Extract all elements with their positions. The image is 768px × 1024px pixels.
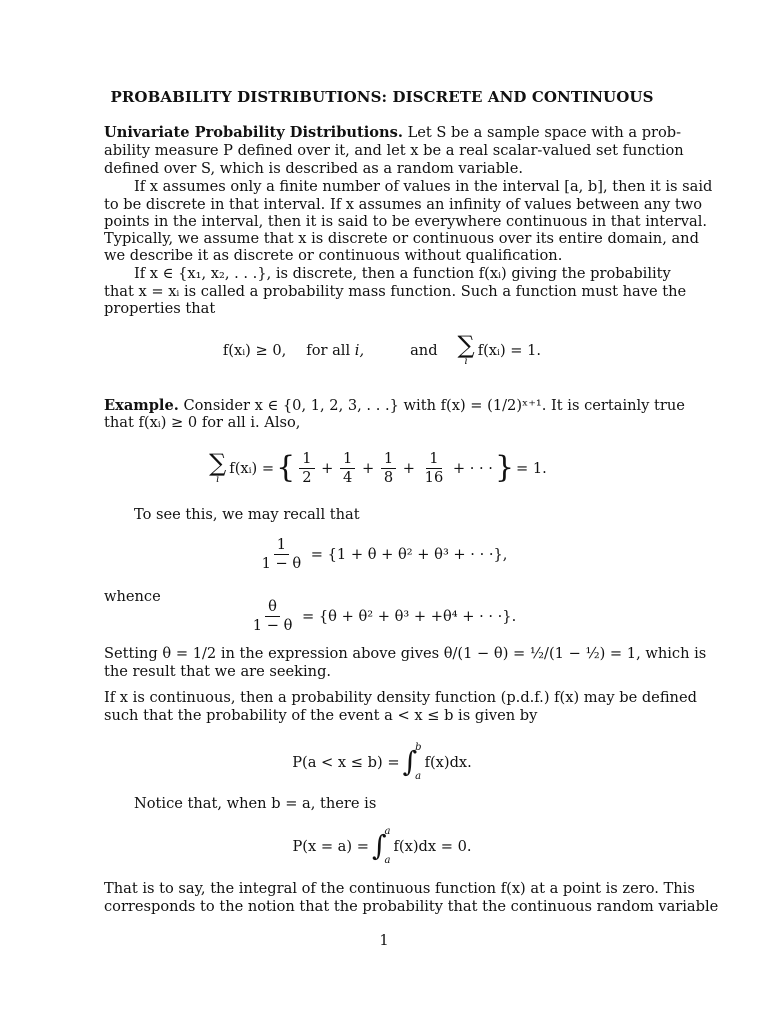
summation-symbol: ∑ i — [457, 331, 475, 367]
eq3-rhs: = {1 + θ + θ² + θ³ + · · ·}, — [310, 545, 508, 563]
see-this-line: To see this, we may recall that — [134, 506, 360, 523]
para-line: we describe it as discrete or continuous without qualification. — [104, 247, 563, 264]
continuous-line: If x is continuous, then a probability density function (p.d.f.) f(x) may be defined — [104, 689, 697, 706]
section-heading: Univariate Probability Distributions. — [104, 124, 403, 141]
fraction: $\frac{1}{1 - \theta}$ — [261, 535, 302, 572]
equation-probability-interval — [104, 740, 660, 784]
example-line: that f(xᵢ) ≥ 0 for all i. Also, — [104, 414, 301, 431]
example-heading: Example. — [104, 397, 179, 414]
continuous-line: such that the probability of the event a < x ≤ b is given by — [104, 707, 538, 724]
para-line: If x assumes only a finite number of values in the interval [a, b], then it is said — [134, 178, 713, 195]
example-line: Consider x ∈ {0, 1, 2, 3, . . .} with f(x) = (1/2)ˣ⁺¹. It is certainly true — [183, 397, 685, 414]
eq2-rhs: = 1. — [516, 459, 547, 477]
para-line: that x = xᵢ is called a probability mass function. Such a function must have the — [104, 283, 687, 300]
eq2-lhs: f(xᵢ) = — [229, 459, 275, 477]
eq1-left: f(xᵢ) ≥ 0, — [222, 341, 287, 359]
fraction: $\frac{1}{8}$ — [381, 451, 396, 486]
para-line: Typically, we assume that x is discrete or continuous over its entire domain, and — [104, 230, 699, 247]
summation-symbol: ∑ i — [209, 449, 227, 485]
eq1-right: f(xᵢ) = 1. — [477, 341, 542, 359]
integral-symbol: ∫ b a — [402, 742, 422, 782]
fraction: $\frac{1}{2}$ — [299, 451, 314, 486]
integral-symbol: ∫ a a — [371, 826, 391, 866]
eq4-rhs: = {θ + θ² + θ³ + +θ⁴ + · · ·}. — [302, 607, 517, 625]
eq1-mid: for all — [306, 341, 351, 359]
section-line: ability measure P defined over it, and let x be a real scalar-valued set function — [104, 142, 684, 159]
eq6-lhs: P(x = a) = — [292, 837, 369, 855]
para-line: points in the interval, then it is said to be everywhere continuous in that interval. — [104, 213, 708, 230]
equation-point-probability — [104, 824, 660, 868]
para-line: If x ∈ {x₁, x₂, . . .}, is discrete, then a function f(xᵢ) giving the probability — [134, 265, 671, 282]
equation-series-2 — [104, 596, 660, 636]
page-number: 1 — [379, 932, 389, 949]
eq5-rhs: f(x)dx. — [424, 753, 472, 771]
closing-line: corresponds to the notion that the probability that the continuous random variable — [104, 898, 719, 915]
eq5-lhs: P(a < x ≤ b) = — [292, 753, 400, 771]
example-first-line — [104, 397, 685, 414]
para-line: to be discrete in that interval. If x assumes an infinity of values between any two — [104, 196, 703, 213]
section-first-line — [104, 124, 682, 141]
closing-line: That is to say, the integral of the continuous function f(x) at a point is zero. This — [104, 880, 695, 897]
page-title: PROBABILITY DISTRIBUTIONS: DISCRETE AND CONTINUOUS — [110, 88, 654, 106]
para-line: properties that — [104, 300, 216, 317]
equation-geometric-sum: ∑ i f(xᵢ) = { $\frac{1}{2}$ + $\frac{1}{4}$ + $\frac{1}{8}$ + $\frac{1}{16}$ + · · · } = 1. — [209, 449, 547, 486]
eq1-and: and — [410, 341, 438, 359]
setting-line: Setting θ = 1/2 in the expression above gives θ/(1 − θ) = ½/(1 − ½) = 1, which is — [104, 645, 707, 662]
eq1-var: i, — [354, 341, 365, 359]
section-line: Let S be a sample space with a prob- — [407, 124, 682, 141]
eq6-rhs: f(x)dx = 0. — [393, 837, 472, 855]
fraction: $\frac{1}{16}$ — [424, 449, 444, 486]
whence-line: whence — [104, 588, 161, 605]
notice-line: Notice that, when b = a, there is — [134, 795, 377, 812]
fraction: $\frac{\theta}{1 - \theta}$ — [252, 597, 293, 634]
eq2-dots: + · · · — [452, 459, 493, 477]
section-line: defined over S, which is described as a random variable. — [104, 160, 523, 177]
equation-series-1 — [104, 534, 660, 574]
fraction: $\frac{1}{4}$ — [340, 451, 355, 486]
setting-line: the result that we are seeking. — [104, 663, 332, 680]
equation-pmf-properties — [104, 330, 660, 370]
